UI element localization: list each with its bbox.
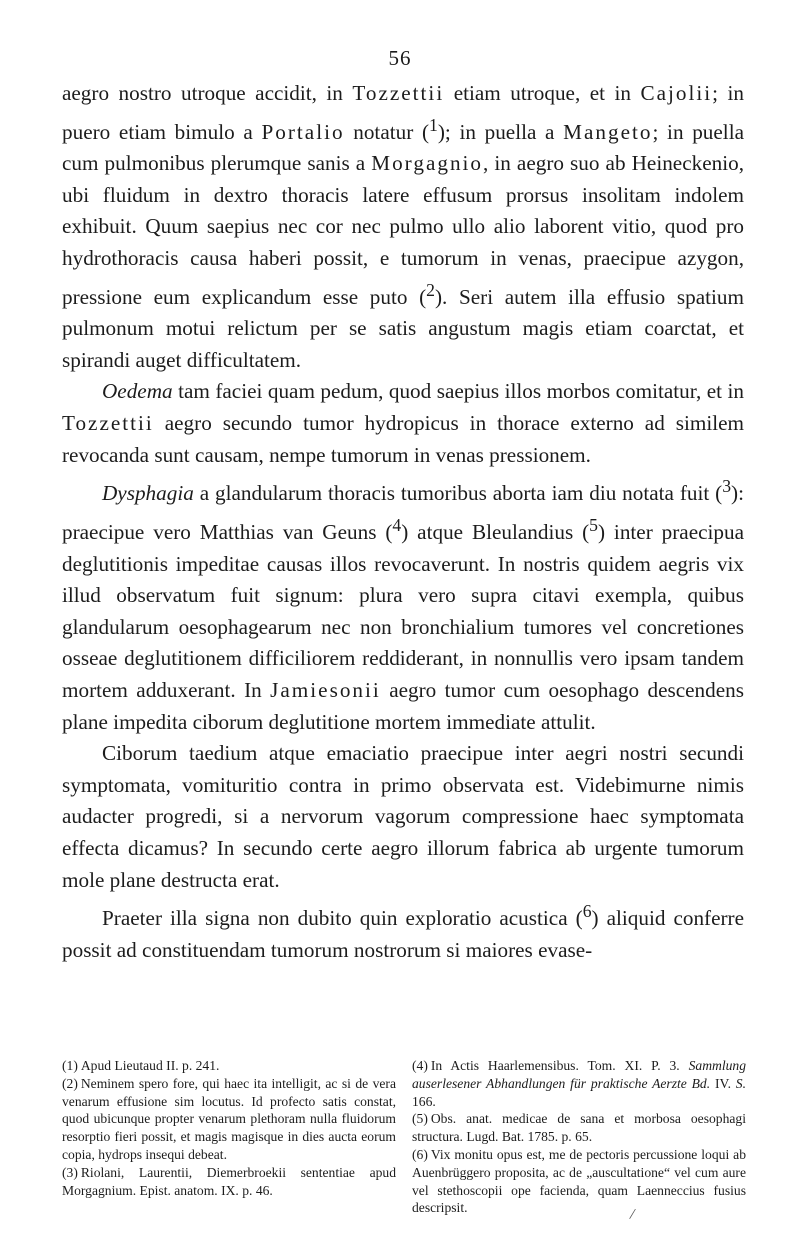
footnote-ref: 5 <box>589 514 598 535</box>
person-name: Mangeto <box>563 119 653 144</box>
person-name: Jamiesonii <box>270 677 381 702</box>
italic-term: Dysphagia <box>102 481 194 506</box>
person-name: Tozzettii <box>62 411 154 436</box>
footnotes-right-column <box>412 1057 746 1217</box>
italic-term: Oedema <box>102 379 173 404</box>
footnote-6: (6) Vix monitu opus est, me de pectoris percussione loqui ab Auenbrüggero proposita, ac de „auscultatione“ vel cum aure vel stethoscopii ope facienda, quam Laenneccius fusius descripsit. <box>412 1146 746 1216</box>
footnote-3: (3) Riolani, Laurentii, Diemerbroekii sententiae apud Morgagnium. Epist. anatom. IX. p. 46. <box>62 1164 396 1198</box>
footnote-5: (5) Obs. anat. medicae de sana et morbosa oesophagi structura. Lugd. Bat. 1785. p. 65. <box>412 1111 746 1145</box>
person-name: Morgagnio <box>371 151 484 176</box>
paragraph-4: Ciborum taedium atque emaciatio praecipue inter aegri nostri secundi symptomata, vomituritio contra in primo observata est. Videbimurne nimis audacter progredi, si a nervorum vagorum compressione haec symptomata effecta dicamus? In secundo certe aegro illorum fabrica ab urgente tumorum mole plane destructa erat. <box>62 741 744 892</box>
footnotes-left-column <box>62 1057 396 1199</box>
footnote-ref: 1 <box>429 114 438 135</box>
person-name: Portalio <box>261 119 345 144</box>
paragraph-2: Oedema tam faciei quam pedum, quod saepius illos morbos comitatur, et in Tozzettii aegro secundo tumor hydropicus in thorace externo ad similem revocanda sunt causam, nempe tumorum in venas pressionem. <box>62 379 744 467</box>
person-name: Matthias van Geuns <box>199 519 377 544</box>
page-number: 56 <box>388 46 412 70</box>
footnote-ref: 6 <box>582 901 592 922</box>
footnote-ref: 2 <box>426 279 435 300</box>
person-name: Cajolii <box>640 81 713 105</box>
person-name: Heineckenio <box>631 151 739 176</box>
footnote-ref: 3 <box>722 476 732 497</box>
person-name: Bleulandius <box>471 519 574 544</box>
footnote-ref: 4 <box>392 514 402 535</box>
main-text <box>62 78 744 966</box>
footnote-4: (4) In Actis Haarlemensibus. Tom. XI. P. 3. Sammlung auserlesener Abhandlungen für praktische Aerzte Bd. IV. S. 166. <box>412 1058 746 1109</box>
footnote-1: (1) Apud Lieutaud II. p. 241. <box>62 1058 220 1073</box>
paragraph-3: Dysphagia a glandularum thoracis tumoribus aborta iam diu notata fuit ($^3$): praecipue vero Matthias van Geuns ($^4$) atque Bleulandius ($^5$) inter praecipua deglutitionis impeditae causas illos revocaverunt. In nostris quidem aegris vix illud observatum fuit signum: plura vero supra citavi exempla, quibus glandularum oesophagearum nec non bronchialium tumores vel concretiones osseae deglutitionem difficiliorem reddiderant, in nonnullis vero ipsam tandem mortem adduxerant. In Jamiesonii aegro tumor cum oesophago descendens plane impedita ciborum deglutitione mortem immediate attulit. <box>62 476 744 734</box>
footnote-2: (2) Neminem spero fore, qui haec ita intelligit, ac si de vera venarum effusione sim locutus. Id profecto satis constat, quod ubicunque propter venarum plethoram nulla fluidorum resorptio fieri possit, et magis magisque in dies aucta eorum copia, hydrops insequi debeat. <box>62 1075 396 1162</box>
paragraph-1: aegro nostro utroque accidit, in Tozzettii etiam utroque, et in Cajolii; in puero etiam bimulo a Portalio notatur ($^1$); in puella a Mangeto; in puella cum pulmonibus plerumque sanis a Morgagnio, in aegro suo ab Heineckenio, ubi fluidum in dextro thoracis latere effusum prorsus insolitam indolem exhibuit. Quum saepius nec cor nec pulmo ullo alio laborent vitio, quod pro hydrothoracis causa haberi possit, e tumorum in venas, praecipue azygon, pressione eum explicandum esse puto ($^2$). Seri autem illa effusio spatium pulmonum motui relictum per se satis angustum magis etiam coarctat, et spirandi auget difficultatem. <box>62 81 745 372</box>
stray-mark: / <box>628 1205 637 1224</box>
person-name: Tozzettii <box>352 81 445 105</box>
paragraph-5: Praeter illa signa non dubito quin exploratio acustica ($^6$) aliquid conferre possit ad constituendam tumorum nostrorum si maiores evase- <box>62 901 745 962</box>
